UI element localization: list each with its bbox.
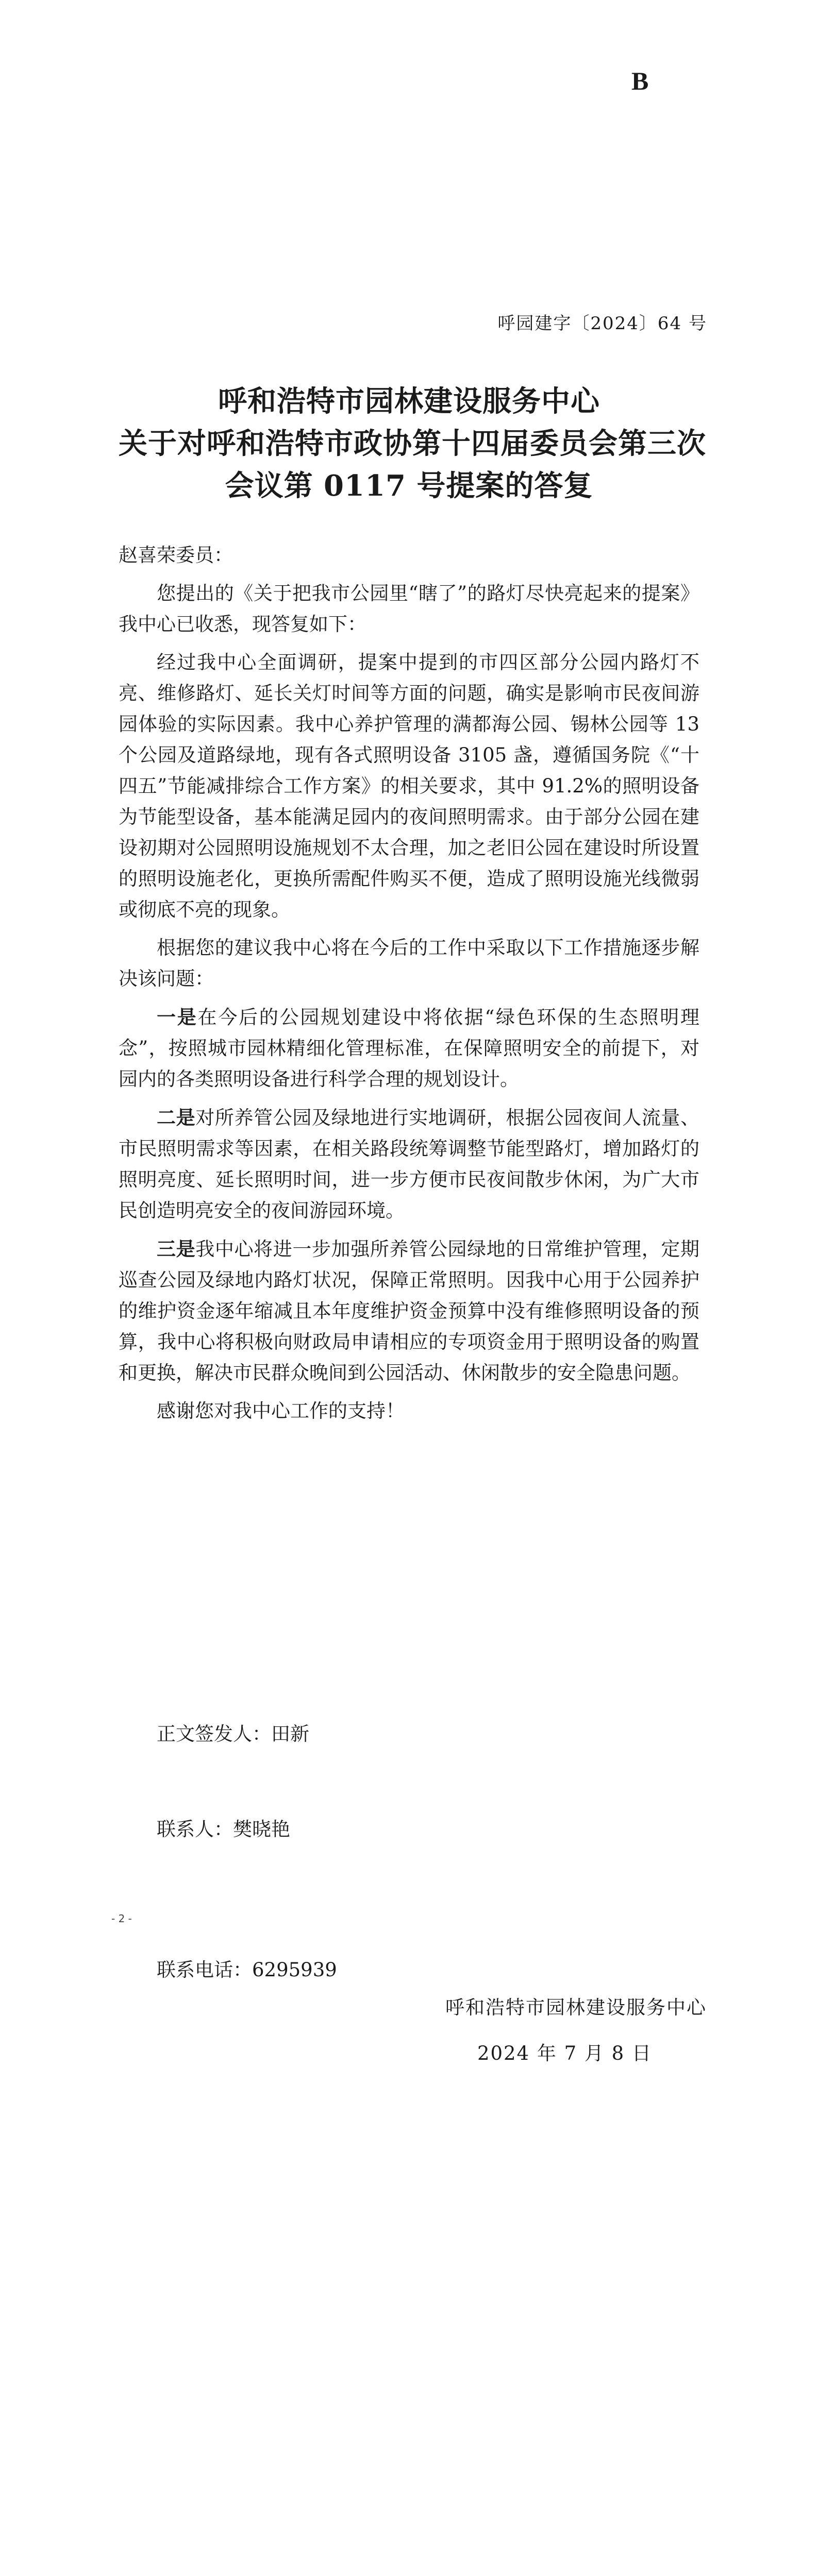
paragraph-text: 您提出的《关于把我市公园里“瞎了”的路灯尽快亮起来的提案》我中心已收悉，现答复如下： <box>119 582 699 635</box>
salutation: 赵喜荣委员： <box>119 544 233 566</box>
paragraph-text: 在今后的公园规划建设中将依据“绿色环保的生态照明理念”，按照城市园林精细化管理标准，在保障照明安全的前提下，对园内的各类照明设备进行科学合理的规划设计。 <box>119 1006 699 1090</box>
contact-phone: 联系电话：6295939 <box>157 1959 337 1981</box>
measure-lead: 二是 <box>157 1106 196 1129</box>
title-line: 会议第 0117 号提案的答复 <box>225 469 593 503</box>
page-number: - 2 - <box>111 1912 132 1925</box>
document-title <box>119 380 706 507</box>
measure-lead: 三是 <box>157 1238 196 1260</box>
title-line: 呼和浩特市园林建设服务中心 <box>218 384 600 418</box>
paragraph-text: 我中心将进一步加强所养管公园绿地的日常维护管理，定期巡查公园及绿地内路灯状况，保障正常照明。因我中心用于公园养护的维护资金逐年缩减且本年度维护资金预算中没有维修照明设备的预算，我中心将积极向财政局申请相应的专项资金用于照明设备的购置和更换，解决市民群众晚间到公园活动、休闲散步的安全隐患问题。 <box>119 1238 700 1384</box>
grade-mark: B <box>631 66 649 95</box>
body-paragraph <box>119 647 699 925</box>
body-paragraph <box>119 578 699 640</box>
paragraph-text: 感谢您对我中心工作的支持！ <box>157 1400 405 1422</box>
issuing-organization: 呼和浩特市园林建设服务中心 <box>445 1996 707 2019</box>
measure-paragraph <box>119 1233 699 1388</box>
title-line: 关于对呼和浩特市政协第十四届委员会第三次 <box>119 427 706 461</box>
paragraph-text: 经过我中心全面调研，提案中提到的市四区部分公园内路灯不亮、维修路灯、延长关灯时间等方面的问题，确实是影响市民夜间游园体验的实际因素。我中心养护管理的满都海公园、锡林公园等 13 个公园及道路绿地，现有各式照明设备 3105 盏，遵循国务院《“十四五”节能减排综合工作方案》的相关要求，其中 91.2%的照明设备为节能型设备，基本能满足园内的夜间照明需求。由于部分公园在建设初期对公园照明设施规划不太合理，加之老旧公园在建设时所设置的照明设施老化，更换所需配件购买不便，造成了照明设施光线微弱或彻底不亮的现象。 <box>119 651 699 921</box>
signer: 正文签发人：田新 <box>157 1723 309 1745</box>
document-date: 2024 年 7 月 8 日 <box>477 2042 652 2064</box>
body-paragraph <box>119 933 699 994</box>
document-body <box>119 540 699 1434</box>
paragraph-text: 根据您的建议我中心将在今后的工作中采取以下工作措施逐步解决该问题： <box>119 937 699 990</box>
measure-paragraph <box>119 1102 699 1226</box>
measure-paragraph <box>119 1002 699 1095</box>
document-number: 呼园建字〔2024〕64 号 <box>497 313 707 334</box>
closing-paragraph <box>119 1396 699 1427</box>
paragraph-text: 对所养管公园及绿地进行实地调研，根据公园夜间人流量、市民照明需求等因素，在相关路段统筹调整节能型路灯，增加路灯的照明亮度、延长照明时间，进一步方便市民夜间散步休闲，为广大市民创造明亮安全的夜间游园环境。 <box>119 1107 700 1222</box>
measure-lead: 一是 <box>157 1006 198 1028</box>
contact-person: 联系人：樊晓艳 <box>157 1818 290 1840</box>
